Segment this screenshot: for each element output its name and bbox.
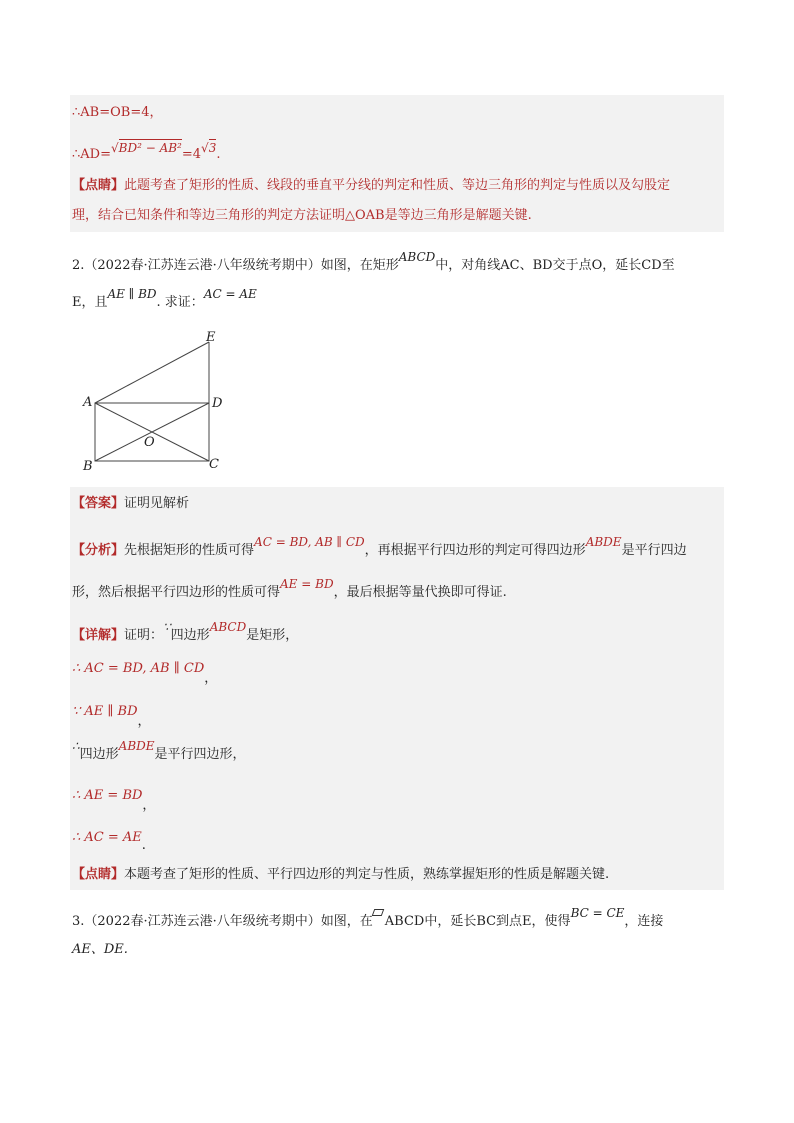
label-d: D	[212, 396, 223, 411]
question-2-line-2: E，且AE ∥ BD. 求证：AC = AE	[72, 287, 257, 310]
step-1: ∴ AC = BD, AB ∥ CD，	[72, 661, 218, 686]
label-c: C	[209, 457, 219, 472]
segment-ae	[95, 342, 209, 403]
step-4: ∴ AE = BD，	[72, 788, 156, 813]
comment-line-1: 【点睛】此题考查了矩形的性质、线段的垂直平分线的判定和性质、等边三角形的判定与性质以及勾股定	[72, 178, 671, 193]
label-o: O	[144, 435, 155, 450]
question-2-line-1: 2.（2022春·江苏连云港·八年级统考期中）如图，在矩形ABCD中，对角线AC、BD交于点O，延长CD至	[72, 250, 675, 273]
rectangle-figure	[78, 330, 238, 475]
question-3-line-1: 3.（2022春·江苏连云港·八年级统考期中）如图，在 ABCD中，延长BC到点E，使得BC = CE，连接	[72, 906, 664, 929]
detail-line: 【详解】证明：∵四边形ABCD是矩形，	[72, 620, 299, 643]
comment-line-q2: 【点睛】本题考查了矩形的性质、平行四边形的判定与性质，熟练掌握矩形的性质是解题关键.	[72, 867, 610, 882]
step-5: ∴ AC = AE.	[72, 830, 146, 853]
label-b: B	[83, 459, 93, 474]
parallelogram-icon	[371, 909, 384, 916]
question-3-line-2: AE、DE.	[72, 942, 128, 957]
step-ab-ob: ∴AB=OB=4，	[72, 105, 163, 120]
step-2: ∵ AE ∥ BD，	[72, 704, 151, 729]
label-e: E	[206, 330, 216, 345]
step-3: ∴四边形ABDE是平行四边形，	[72, 739, 246, 762]
comment-line-2: 理，结合已知条件和等边三角形的判定方法证明△OAB是等边三角形是解题关键.	[72, 208, 532, 223]
answer-line: 【答案】证明见解析	[72, 496, 190, 511]
label-a: A	[83, 395, 93, 410]
analysis-line-1: 【分析】先根据矩形的性质可得AC = BD, AB ∥ CD，再根据平行四边形的判定可得四边形ABDE是平行四边	[72, 535, 687, 558]
step-ad: ∴AD=√BD² − AB²=4√3.	[72, 141, 221, 162]
analysis-line-2: 形，然后根据平行四边形的性质可得AE = BD，最后根据等量代换即可得证.	[72, 577, 507, 600]
